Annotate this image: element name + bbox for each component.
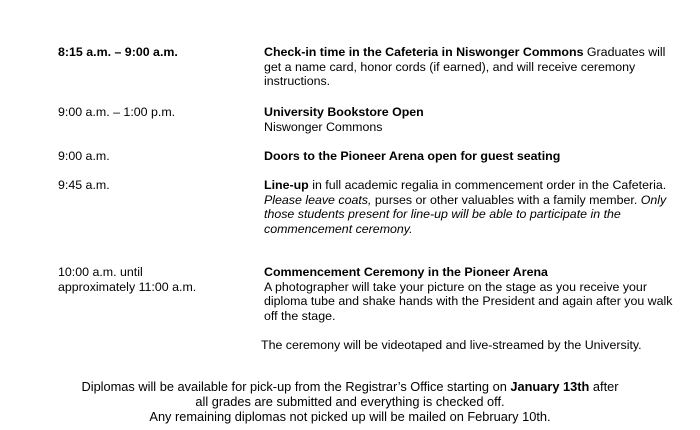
schedule-plain-note: purses or other valuables with a family member. <box>374 192 638 207</box>
schedule-title: Doors to the Pioneer Arena open for guest seating <box>264 149 561 163</box>
footer-date: January 13th <box>510 379 590 394</box>
footer-line: all grades are submitted and everything is checked off. <box>195 393 505 409</box>
schedule-time-line: 10:00 a.m. until <box>58 265 143 279</box>
schedule-time: 9:45 a.m. <box>58 178 110 192</box>
schedule-title: Commencement Ceremony in the Pioneer Arena <box>264 265 548 279</box>
schedule-time-line: approximately 11:00 a.m. <box>58 279 197 294</box>
schedule-title: Line-up <box>264 178 309 192</box>
footer-line: Any remaining diplomas not picked up will be mailed on February 10th. <box>149 408 551 424</box>
diploma-footer <box>0 380 700 424</box>
footer-text: Diplomas will be available for pick-up from the Registrar’s Office starting on <box>81 379 507 394</box>
schedule-title: Check-in time in the Cafeteria in Niswonger Commons <box>264 45 584 59</box>
footer-text: after <box>592 379 619 394</box>
schedule-time <box>58 265 258 294</box>
schedule-body: Graduates will get a name card, honor cords (if earned), and will receive ceremony instructions. <box>264 45 666 89</box>
footer-line <box>0 380 700 395</box>
schedule-time: 9:00 a.m. – 1:00 p.m. <box>58 105 176 119</box>
schedule-italic-note: Please leave coats, <box>264 192 372 207</box>
schedule-description <box>264 105 684 134</box>
schedule-body: Niswonger Commons <box>264 119 383 134</box>
schedule-time: 8:15 a.m. – 9:00 a.m. <box>58 45 178 59</box>
schedule-description <box>264 265 684 323</box>
schedule-description <box>264 45 684 89</box>
schedule-description <box>264 149 684 164</box>
schedule-body: in full academic regalia in commencement order in the Cafeteria. <box>312 178 667 192</box>
ceremony-note: The ceremony will be videotaped and live-streamed by the University. <box>261 338 642 352</box>
schedule-time: 9:00 a.m. <box>58 149 110 163</box>
schedule-body: A photographer will take your picture on the stage as you receive your diploma tube and shake hands with the President and again after you walk off the stage. <box>264 279 673 323</box>
schedule-italic-note: Only those students present for line-up will be able to participate in the commencement ceremony. <box>264 192 667 236</box>
schedule-title: University Bookstore Open <box>264 105 424 119</box>
schedule-description <box>264 178 684 236</box>
